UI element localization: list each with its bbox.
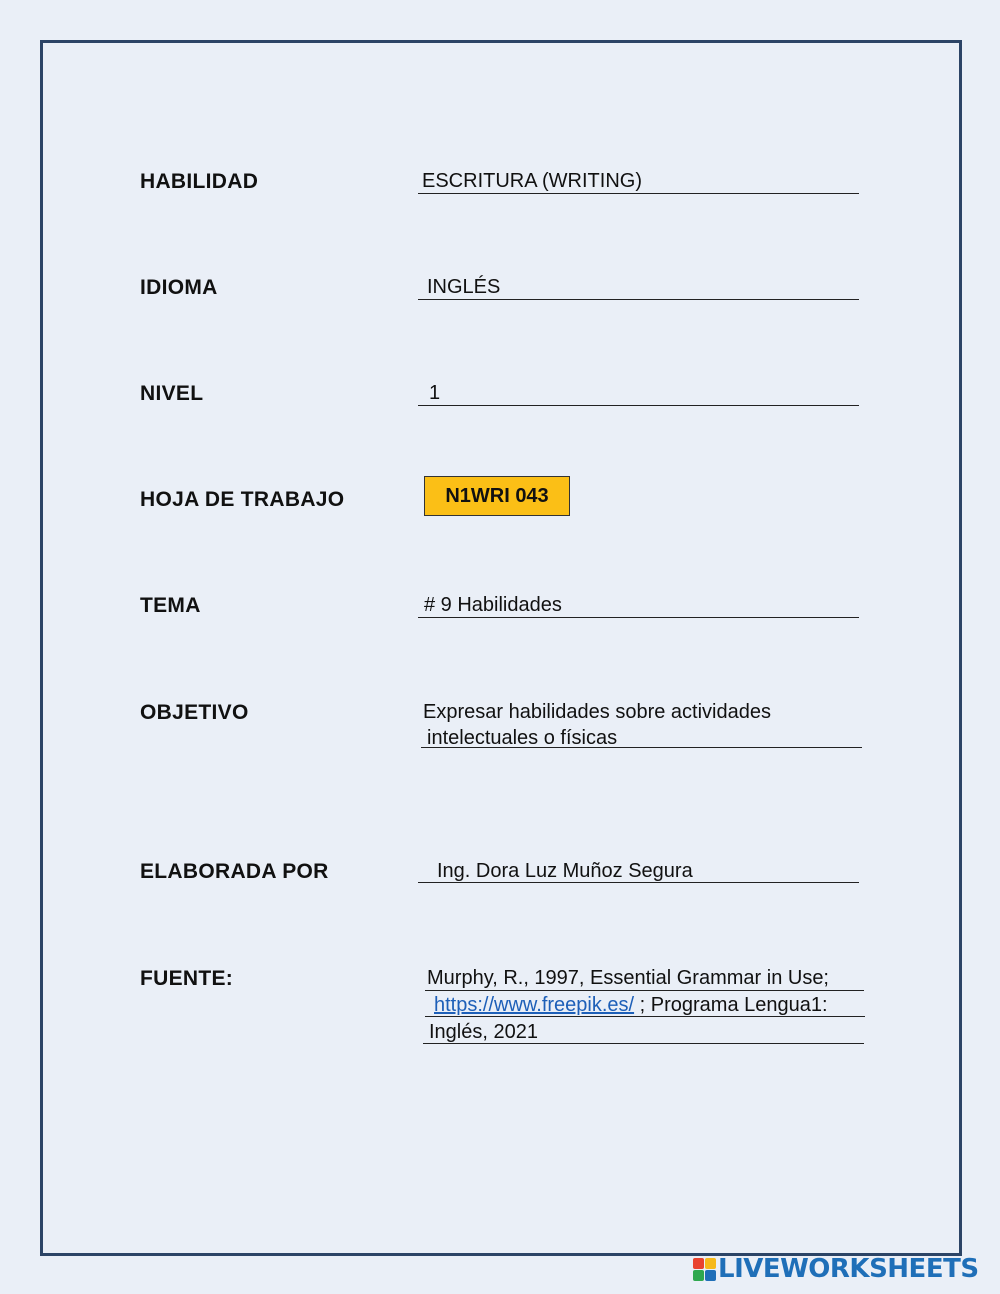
objetivo-line1: Expresar habilidades sobre actividades bbox=[423, 701, 771, 723]
elaborada-underline bbox=[418, 882, 859, 883]
freepik-link[interactable]: https://www.freepik.es/ bbox=[434, 994, 635, 1016]
elaborada-value: Ing. Dora Luz Muñoz Segura bbox=[437, 860, 693, 882]
nivel-underline bbox=[418, 405, 859, 406]
fuente-underline-1 bbox=[425, 990, 864, 991]
tema-value: # 9 Habilidades bbox=[424, 594, 562, 616]
fuente-label: FUENTE: bbox=[140, 967, 234, 990]
tema-label: TEMA bbox=[140, 594, 201, 617]
idioma-label: IDIOMA bbox=[140, 276, 218, 299]
liveworksheets-logo[interactable] bbox=[693, 1254, 979, 1284]
fuente-underline-3 bbox=[423, 1043, 864, 1044]
fuente-line1: Murphy, R., 1997, Essential Grammar in Use; bbox=[427, 967, 829, 989]
objetivo-underline bbox=[421, 747, 862, 748]
liveworksheets-logo-icon bbox=[693, 1258, 716, 1281]
hoja-label: HOJA DE TRABAJO bbox=[140, 488, 345, 511]
elaborada-label: ELABORADA POR bbox=[140, 860, 329, 883]
habilidad-value: ESCRITURA (WRITING) bbox=[422, 170, 642, 192]
habilidad-label: HABILIDAD bbox=[140, 170, 259, 193]
nivel-value: 1 bbox=[429, 382, 441, 404]
fuente-line2 bbox=[434, 994, 828, 1017]
fuente-underline-2 bbox=[425, 1016, 865, 1017]
page-border bbox=[40, 40, 962, 1256]
liveworksheets-brand-text: LIVEWORKSHEETS bbox=[718, 1254, 979, 1284]
fuente-line3: Inglés, 2021 bbox=[429, 1021, 538, 1043]
fuente-line2-rest: ; Programa Lengua1: bbox=[639, 994, 828, 1016]
nivel-label: NIVEL bbox=[140, 382, 204, 405]
habilidad-underline bbox=[418, 193, 859, 194]
worksheet-code-badge: N1WRI 043 bbox=[424, 476, 570, 516]
objetivo-label: OBJETIVO bbox=[140, 701, 249, 724]
idioma-value: INGLÉS bbox=[427, 276, 501, 298]
idioma-underline bbox=[418, 299, 859, 300]
tema-underline bbox=[418, 617, 859, 618]
objetivo-line2: intelectuales o físicas bbox=[427, 727, 618, 749]
